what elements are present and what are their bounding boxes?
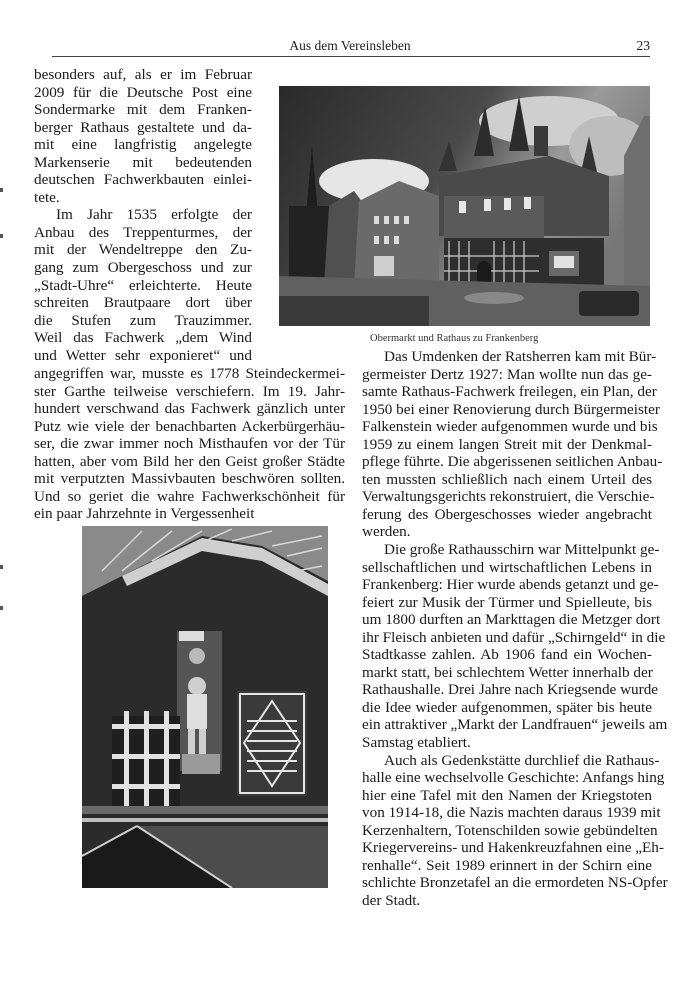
text-line: sellschaftlichen und wirtschaftlichen Lebens in [362, 558, 652, 576]
text-line: Das Umdenken der Ratsherren kam mit Bür- [384, 348, 657, 365]
text-line: der Stadt. [362, 891, 421, 909]
text-line: ferung des Obergeschosses wieder angebracht [362, 505, 652, 523]
carved-figure-photo [82, 526, 328, 888]
text-line: ster Garthe teilweise verschiefern. Im 19. Jahr- [34, 382, 345, 400]
text-line: die Stufen zum Trauzimmer. [34, 311, 252, 329]
text-line: Kerzenhaltern, Totenschilden sowie gebündelten [362, 821, 658, 839]
scan-margin-mark [0, 606, 3, 610]
text-line: renhalle“. Seit 1989 erinnert in der Schirn eine [362, 856, 652, 874]
text-line: ein paar Jahrzehnte in Vergessenheit [34, 505, 255, 523]
page-number: 23 [636, 38, 650, 53]
text-line: ten mussten schließlich nach einem Urteil des [362, 470, 652, 488]
text-line: gang zum Obergeschoss und zur [34, 259, 252, 277]
right-column-text [362, 348, 668, 910]
text-line: Stadtkasse zahlen. Ab 1906 fand ein Wochen- [362, 646, 652, 664]
text-line: Die große Rathausschirn war Mittelpunkt ge- [384, 541, 660, 559]
text-line: 2009 für die Deutsche Post eine [34, 83, 252, 101]
text-line: 1950 bei einer Renovierung durch Bürgermeister [362, 400, 660, 418]
left-column-wide-text [34, 365, 345, 523]
text-line: Auch als Gedenkstätte durchlief die Rathaus- [384, 751, 660, 769]
text-line: mit der Wendeltreppe den Zu- [34, 241, 252, 259]
text-line: germeister Dertz 1927: Man wollte nun das ge- [362, 365, 652, 383]
text-line: Frankenberg: Hier wurde abends getanzt und ge- [362, 576, 659, 594]
scan-margin-mark [0, 188, 3, 192]
left-column-narrow-text [34, 66, 252, 364]
town-hall-photo-caption: Obermarkt und Rathaus zu Frankenberg [370, 333, 539, 344]
text-line: 1959 zu einem langen Streit mit der Denkmal- [362, 435, 652, 453]
text-line: Verwaltungsgerichts rekonstruiert, die Verschie- [362, 488, 655, 506]
text-line: ser, die zwar immer noch Misthaufen vor der Tür [34, 435, 345, 453]
text-line: Und so geriet die wahre Fachwerkschönheit für [34, 487, 345, 505]
text-line: werden. [362, 523, 411, 541]
scan-margin-mark [0, 234, 3, 238]
text-line: Markenserie mit bedeutenden [34, 153, 252, 171]
text-line: feiert zur Musik der Türmer und Spielleute, bis [362, 593, 652, 611]
text-line: angegriffen war, musste es 1778 Steindeckermei- [34, 365, 345, 382]
text-line: schreiten Brautpaare dort über [34, 294, 252, 312]
text-line: von 1914-18, die Nazis machten daraus 1939 mit [362, 804, 661, 822]
text-line: Sondermarke mit dem Franken- [34, 101, 252, 119]
scan-margin-mark [0, 565, 3, 569]
text-line: hier eine Tafel mit den Namen der Kriegstoten [362, 786, 652, 804]
text-line: Falkenstein wieder aufgenommen wurde und bis [362, 418, 658, 436]
text-line: Kriegervereins- und Hakenkreuzfahnen eine „Eh- [362, 839, 664, 857]
town-hall-photo-graphic [279, 86, 650, 326]
text-line: Anbau des Treppenturmes, der [34, 223, 252, 241]
text-line: um 1800 durften an Markttagen die Metzger dort [362, 611, 661, 629]
text-line: mit eine langfristig angelegte [34, 136, 252, 154]
text-line: berger Rathaus gestaltete und da- [34, 118, 252, 136]
text-line: mit verputzten Massivbauten beschwören sollten. [34, 470, 345, 488]
town-hall-photo [279, 86, 650, 326]
text-line: Im Jahr 1535 erfolgte der [56, 206, 252, 224]
text-line: Weil das Fachwerk „dem Wind [34, 329, 252, 347]
text-line: halle eine wechselvolle Geschichte: Anfangs hing [362, 769, 665, 787]
text-line: besonders auf, als er im Februar [34, 66, 252, 83]
text-line: Samstag etabliert. [362, 734, 471, 752]
text-line: markt statt, bei schlechtem Wetter innerhalb der [362, 663, 653, 681]
text-line: Putz wie viele der benachbarten Ackerbürgerhäu- [34, 417, 345, 435]
running-header-title: Aus dem Vereinsleben [289, 38, 411, 53]
text-line: samte Rathaus-Fachwerk freilegen, ein Plan, der [362, 383, 657, 401]
text-line: schlichte Bronzetafel an die ermordeten NS-Opfer [362, 874, 668, 892]
text-line: deutschen Fachwerkbauten einlei- [34, 171, 252, 189]
text-line: ihr Fleisch anbieten und dafür „Schirngeld“ in die [362, 628, 666, 646]
carved-figure-photo-graphic [82, 526, 328, 888]
text-line: die Idee wieder aufgenommen, später bis heute [362, 698, 652, 716]
text-line: tete. [34, 188, 60, 206]
text-line: ein attraktiver „Markt der Landfrauen“ jeweils am [362, 716, 668, 734]
text-line: „Stadt-Uhre“ erleichterte. Heute [34, 276, 252, 294]
text-line: pflege führte. Die abgerissenen seitlichen Anbau- [362, 453, 663, 471]
header-rule [52, 56, 650, 57]
text-line: hundert verschwand das Fachwerk gänzlich unter [34, 400, 345, 418]
text-line: Rathaushalle. Drei Jahre nach Kriegsende wurde [362, 681, 659, 699]
text-line: und Wetter sehr exponieret“ und [34, 346, 252, 364]
text-line: hatten, aber vom Bild her den Geist großer Städte [34, 452, 345, 470]
